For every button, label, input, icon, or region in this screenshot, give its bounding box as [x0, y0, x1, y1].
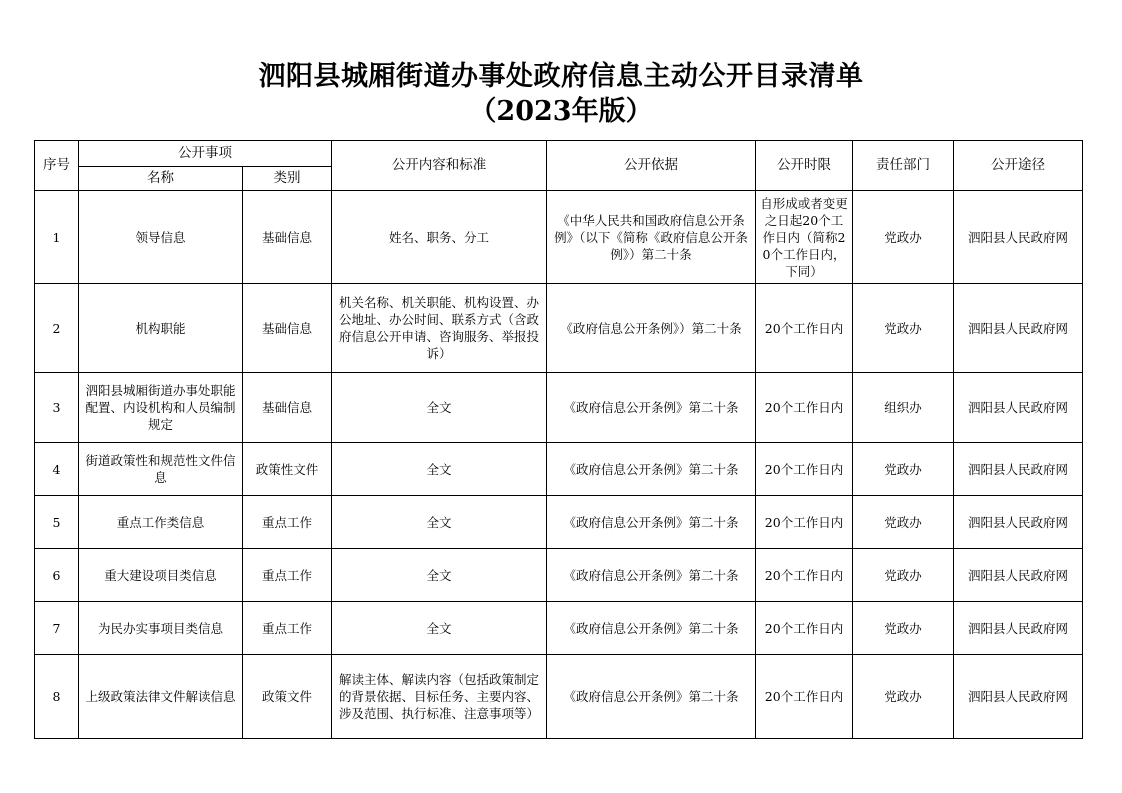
cell-category: 基础信息	[243, 373, 332, 443]
page-title: 泗阳县城厢街道办事处政府信息主动公开目录清单	[258, 61, 864, 92]
cell-name: 重大建设项目类信息	[79, 549, 243, 602]
cell-basis: 《政府信息公开条例》第二十条	[547, 602, 756, 655]
cell-time: 20个工作日内	[756, 496, 853, 549]
cell-basis: 《政府信息公开条例》第二十条	[547, 443, 756, 496]
cell-content: 全文	[332, 602, 547, 655]
table-row	[35, 284, 1083, 373]
cell-content: 姓名、职务、分工	[332, 191, 547, 284]
cell-dept: 党政办	[853, 655, 954, 739]
cell-time: 20个工作日内	[756, 443, 853, 496]
cell-name: 重点工作类信息	[79, 496, 243, 549]
cell-category: 重点工作	[243, 496, 332, 549]
cell-content: 全文	[332, 443, 547, 496]
table-row	[35, 655, 1083, 739]
header-name: 名称	[79, 167, 243, 191]
cell-dept: 党政办	[853, 443, 954, 496]
cell-category: 政策文件	[243, 655, 332, 739]
header-content: 公开内容和标准	[332, 141, 547, 191]
cell-basis: 《政府信息公开条例》第二十条	[547, 496, 756, 549]
table-row	[35, 496, 1083, 549]
table-row	[35, 549, 1083, 602]
cell-seq: 3	[35, 373, 79, 443]
cell-content: 全文	[332, 549, 547, 602]
cell-dept: 组织办	[853, 373, 954, 443]
table-row	[35, 602, 1083, 655]
cell-name: 街道政策性和规范性文件信息	[79, 443, 243, 496]
cell-content: 机关名称、机关职能、机构设置、办公地址、办公时间、联系方式（含政府信息公开申请、咨询服务、举报投诉）	[332, 284, 547, 373]
cell-name: 机构职能	[79, 284, 243, 373]
cell-basis: 《政府信息公开条例》第二十条	[547, 549, 756, 602]
cell-basis: 《政府信息公开条例》第二十条	[547, 373, 756, 443]
table-row	[35, 191, 1083, 284]
header-seq: 序号	[35, 141, 79, 191]
cell-time: 20个工作日内	[756, 655, 853, 739]
header-row	[35, 141, 1083, 167]
cell-name: 领导信息	[79, 191, 243, 284]
cell-time: 自形成或者变更之日起20个工作日内（简称20个工作日内，下同）	[756, 191, 853, 284]
header-channel: 公开途径	[954, 141, 1083, 191]
cell-time: 20个工作日内	[756, 373, 853, 443]
header-dept: 责任部门	[853, 141, 954, 191]
cell-name: 为民办实事项目类信息	[79, 602, 243, 655]
cell-seq: 7	[35, 602, 79, 655]
cell-category: 基础信息	[243, 284, 332, 373]
cell-channel: 泗阳县人民政府网	[954, 284, 1083, 373]
cell-dept: 党政办	[853, 602, 954, 655]
cell-time: 20个工作日内	[756, 602, 853, 655]
cell-seq: 4	[35, 443, 79, 496]
cell-channel: 泗阳县人民政府网	[954, 191, 1083, 284]
cell-content: 全文	[332, 496, 547, 549]
cell-seq: 6	[35, 549, 79, 602]
cell-content: 全文	[332, 373, 547, 443]
cell-channel: 泗阳县人民政府网	[954, 549, 1083, 602]
header-basis: 公开依据	[547, 141, 756, 191]
cell-dept: 党政办	[853, 549, 954, 602]
cell-seq: 5	[35, 496, 79, 549]
table-row	[35, 443, 1083, 496]
cell-dept: 党政办	[853, 191, 954, 284]
cell-channel: 泗阳县人民政府网	[954, 496, 1083, 549]
cell-channel: 泗阳县人民政府网	[954, 655, 1083, 739]
cell-channel: 泗阳县人民政府网	[954, 443, 1083, 496]
cell-seq: 1	[35, 191, 79, 284]
page-subtitle: （2023年版）	[469, 96, 653, 127]
cell-basis: 《政府信息公开条例》）第二十条	[547, 284, 756, 373]
cell-category: 重点工作	[243, 602, 332, 655]
table-row	[35, 373, 1083, 443]
cell-name: 上级政策法律文件解读信息	[79, 655, 243, 739]
header-item-group: 公开事项	[79, 141, 332, 167]
cell-category: 政策性文件	[243, 443, 332, 496]
cell-channel: 泗阳县人民政府网	[954, 602, 1083, 655]
cell-dept: 党政办	[853, 496, 954, 549]
cell-basis: 《政府信息公开条例》第二十条	[547, 655, 756, 739]
cell-time: 20个工作日内	[756, 549, 853, 602]
cell-seq: 2	[35, 284, 79, 373]
cell-time: 20个工作日内	[756, 284, 853, 373]
cell-category: 基础信息	[243, 191, 332, 284]
header-time: 公开时限	[756, 141, 853, 191]
cell-dept: 党政办	[853, 284, 954, 373]
cell-channel: 泗阳县人民政府网	[954, 373, 1083, 443]
cell-basis: 《中华人民共和国政府信息公开条例》（以下《简称《政府信息公开条例》）第二十条	[547, 191, 756, 284]
header-category: 类别	[243, 167, 332, 191]
cell-category: 重点工作	[243, 549, 332, 602]
cell-name: 泗阳县城厢街道办事处职能配置、内设机构和人员编制规定	[79, 373, 243, 443]
disclosure-catalog-table	[34, 140, 1083, 739]
cell-seq: 8	[35, 655, 79, 739]
cell-content: 解读主体、解读内容（包括政策制定的背景依据、目标任务、主要内容、涉及范围、执行标准、注意事项等）	[332, 655, 547, 739]
table-body	[35, 191, 1083, 739]
